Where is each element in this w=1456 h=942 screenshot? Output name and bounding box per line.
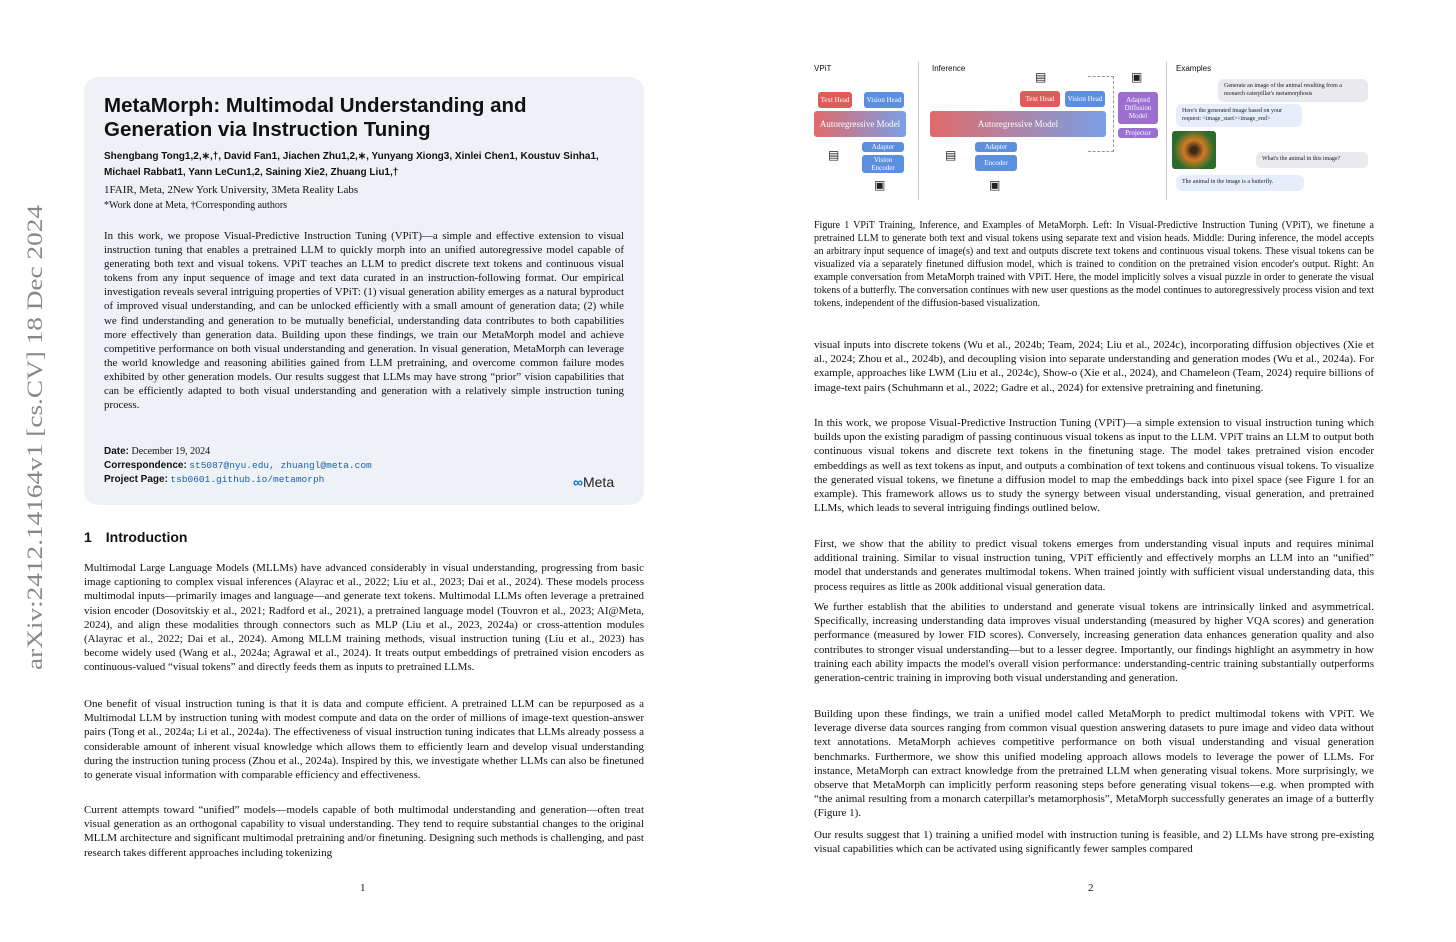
text-document-icon: ▤ <box>1035 70 1047 84</box>
page2-paragraph-4: We further establish that the abilities to understand and generate visual tokens are intrinsically linked and asymmetrical. Specifically, increasing understanding data improves visual understanding (measured by higher VQA scores) and generation performance (measured by lower FID scores). Conversely, increasing generation data enhances generation quality and also contributes to stronger visual understanding—but to a lesser degree. Importantly, our findings highlight an asymmetry in how training each ability impacts the model's overall vision performance: understanding-centric training substantially outperforms generation-centric training in improving both visual understanding and generation. <box>814 601 1374 685</box>
example-user-question: What's the animal in this image? <box>1256 152 1368 168</box>
examples-label: Examples <box>1176 64 1212 73</box>
page2-paragraph-2: In this work, we propose Visual-Predictive Instruction Tuning (VPiT)—a simple extension to visual instruction tuning which builds upon the existing paradigm of passing continuous visual tokens as input to the LLM. VPiT trains an LLM to output both continuous visual tokens and discrete text tokens in the finetuning stage. The model takes pretrained vision encoder embeddings as well as text tokens as input, and outputs a combination of text tokens and continuous visual tokens. To visualize the generated visual tokens, we finetune a diffusion model to map the embeddings back into pixel space (see Figure 1 for an example). This framework allows us to study the synergy between visual understanding, visual generation, and pretrained LLMs, which leads to several intriguing findings outlined below. <box>814 417 1374 515</box>
page2-paragraph-6: Our results suggest that 1) training a unified model with instruction tuning is feasible, and 2) LLMs have strong pre-existing visual capabilities which can be activated using significantly fewer samples compared <box>814 829 1374 856</box>
abstract-text: In this work, we propose Visual-Predictive Instruction Tuning (VPiT)—a simple and effective extension to visual instruction tuning that enables a pretrained LLM to quickly morph into an unified autoregressive model capable of generating both text and visual tokens. VPiT teaches an LLM to predict discrete text tokens and continuous visual tokens from any input sequence of image and text data curated in an instruction-following format. Our empirical investigation reveals several intriguing properties of VPiT: (1) visual generation ability emerges as a natural byproduct of improved visual understanding, and can be unlocked efficiently with a small amount of generation data; (2) while we find understanding and generation to be mutually beneficial, understanding data contributes to both capabilities more effectively than generation data. Building upon these findings, we train our MetaMorph model and achieve competitive performance on both visual understanding and generation. In visual generation, MetaMorph can leverage the world knowledge and reasoning abilities gained from LLM pretraining, and overcome common failure modes exhibited by other generation models. Our results suggest that LLMs may have strong “prior” vision capabilities that can be efficiently adapted to both visual understanding and generation with a relatively simple instruction tuning process. <box>104 230 624 412</box>
vpit-text-head: Text Head <box>818 92 852 108</box>
projector: Projector <box>1118 128 1158 138</box>
inference-label: Inference <box>932 64 966 73</box>
example-user-prompt: Generate an image of the animal resulting from a monarch caterpillar's metamorphosis <box>1218 79 1368 102</box>
project-page-link[interactable]: tsb0601.github.io/metamorph <box>170 474 325 485</box>
inference-autoregressive-model: Autoregressive Model <box>930 111 1106 137</box>
meta-infinity-icon: ∞ <box>573 474 583 490</box>
text-document-icon: ▤ <box>828 148 840 162</box>
correspondence-label: Correspondence: <box>104 460 187 471</box>
figure-divider <box>1166 62 1167 200</box>
vpit-vision-head: Vision Head <box>864 92 904 108</box>
correspondence-emails[interactable]: st5087@nyu.edu, zhuangl@meta.com <box>189 460 372 471</box>
section-title: Introduction <box>105 529 188 545</box>
image-icon: ▣ <box>1131 70 1143 84</box>
inference-encoder: Encoder <box>975 155 1017 171</box>
arxiv-stamp-text: arXiv:2412.14164v1 [cs.CV] 18 Dec 2024 <box>22 294 47 670</box>
authors-line-1: Shengbang Tong1,2,∗,†, David Fan1, Jiachen Zhu1,2,∗, Yunyang Xiong3, Xinlei Chen1, Koustuv Sinha1, <box>104 151 599 162</box>
adapted-diffusion-model: Adapted Diffusion Model <box>1118 92 1158 124</box>
paper-title: MetaMorph: Multimodal Understanding and Generation via Instruction Tuning <box>104 94 527 141</box>
inference-vision-head: Vision Head <box>1065 91 1105 107</box>
meta-logo <box>573 474 614 490</box>
butterfly-image <box>1172 131 1216 169</box>
page-number-2: 2 <box>1088 882 1094 894</box>
vpit-vision-encoder: Vision Encoder <box>862 155 904 173</box>
vpit-adapter: Adapter <box>862 142 904 152</box>
image-icon: ▣ <box>989 178 1001 192</box>
example-model-answer: The animal in the image is a butterfly. <box>1176 175 1304 191</box>
paper-metadata <box>104 445 624 487</box>
vpit-autoregressive-model: Autoregressive Model <box>814 111 906 137</box>
intro-paragraph-1: Multimodal Large Language Models (MLLMs) have advanced considerably in visual understanding, progressing from basic image captioning to complex visual inferences (Alayrac et al., 2022; Liu et al., 2023; Dai et al., 2024). These models process multimodal inputs—primarily images and language—and generate text tokens. Multimodal LLMs often leverage a pretrained vision encoder (Dosovitskiy et al., 2021; Radford et al., 2021), a pretrained language model (Touvron et al., 2023; AI@Meta, 2024), and align these modalities through connectors such as MLP (Liu et al., 2023, 2024a) or cross-attention modules (Alayrac et al., 2022; Dai et al., 2024). Among MLLM training methods, visual instruction tuning (Liu et al., 2023) has become widely used (Wang et al., 2024a; Agrawal et al., 2024). It treats output embeddings of pretrained vision encoders as continuous-valued “visual tokens” and directly feeds them as inputs to pretrained LLMs. <box>84 562 644 674</box>
affiliation-line: 1FAIR, Meta, 2New York University, 3Meta Reality Labs <box>104 184 359 196</box>
figure-1-caption: Figure 1 VPiT Training, Inference, and Examples of MetaMorph. Left: In Visual-Predictive Instruction Tuning (VPiT), we finetune a pretrained LLM to generate both text and visual tokens using separate text and vision heads. Middle: During inference, the model accepts an arbitrary input sequence of image(s) and text and outputs discrete text tokens and continuous visual tokens. These visual tokens can be visualized via a separately finetuned diffusion model, which is trained to condition on the pretrained vision encoder's output. Right: An example conversation from MetaMorph trained with VPiT. Here, the model implicitly solves a visual puzzle in order to generate the visual tokens of a butterfly. The conversation continues with new user questions as the model continues to autoregressively process vision and text tokens, independent of the diffusion-based visualization. <box>814 220 1374 309</box>
text-document-icon: ▤ <box>945 148 957 162</box>
affiliations <box>104 183 624 213</box>
page2-paragraph-5: Building upon these findings, we train a unified model called MetaMorph to predict multimodal tokens with VPiT. We leverage diverse data sources ranging from common visual question answering datasets to pure image and video data without text annotations. MetaMorph achieves competitive performance on both visual understanding and visual generation benchmarks. Furthermore, we show this unified modeling approach allows models to leverage the power of LLMs. For instance, MetaMorph can extract knowledge from the pretrained LLM when generating visual tokens. More surprisingly, we observe that MetaMorph can implicitly perform reasoning steps before generating visual tokens—e.g. when prompted with “the animal resulting from a monarch caterpillar's metamorphosis”, MetaMorph successfully generates an image of a butterfly (Figure 1). <box>814 708 1374 820</box>
inference-text-head: Text Head <box>1020 91 1060 107</box>
dashed-connector <box>1088 76 1114 152</box>
section-number: 1 <box>84 529 92 545</box>
intro-paragraph-3: Current attempts toward “unified” models—models capable of both multimodal understanding and generation—often treat visual generation as an orthogonal capability to visual understanding. They tend to require substantial changes to the original MLLM architecture and significant multimodal pretraining and/or finetuning. Designing such methods is challenging, and past research takes different approaches including tokenizing <box>84 804 644 859</box>
project-page-label: Project Page: <box>104 474 168 485</box>
figure-divider <box>918 62 919 200</box>
date-value: December 19, 2024 <box>131 446 211 457</box>
meta-logo-text: Meta <box>582 474 615 490</box>
vpit-label: VPiT <box>814 64 832 73</box>
author-notes: *Work done at Meta, †Corresponding authors <box>104 200 288 211</box>
image-icon: ▣ <box>874 178 886 192</box>
date-label: Date: <box>104 446 130 457</box>
page2-paragraph-3: First, we show that the ability to predict visual tokens emerges from understanding visual inputs and requires minimal additional training. Similar to visual instruction tuning, VPiT efficiently and effectively morphs an LLM into an “unified” model that understands and generates multimodal tokens. When trained jointly with sufficient visual understanding data, this process requires as little as 200k additional visual generation data. <box>814 538 1374 593</box>
page2-paragraph-1: visual inputs into discrete tokens (Wu et al., 2024b; Team, 2024; Liu et al., 2024c), incorporating diffusion objectives (Xie et al., 2024; Zhou et al., 2024b), and decoupling vision into separate understanding and generation modes (Wu et al., 2024a). For example, approaches like LWM (Liu et al., 2024c), Show-o (Xie et al., 2024), and Chameleon (Team, 2024) require billions of image-text pairs (Schuhmann et al., 2022; Gadre et al., 2024) for extensive pretraining and finetuning. <box>814 339 1374 394</box>
intro-paragraph-2: One benefit of visual instruction tuning is that it is data and compute efficient. A pretrained LLM can be repurposed as a Multimodal LLM by instruction tuning with modest compute and data on the order of millions of image-text question-answer pairs (Tong et al., 2024a; Li et al., 2024a). The effectiveness of visual instruction tuning indicates that LLMs already possess a considerable amount of inherent visual knowledge which allows them to efficiently learn and develop visual understanding during the instruction tuning process (Zhou et al., 2024a). Inspired by this, we investigate whether LLMs can also be finetuned to generate visual information with comparable efficiency and effectiveness. <box>84 698 644 782</box>
author-list <box>104 149 624 181</box>
section-heading-introduction <box>84 529 187 545</box>
example-model-reply: Here's the generated image based on your request: <image_start><image_end> <box>1176 104 1302 127</box>
page-number-1: 1 <box>360 882 366 894</box>
authors-line-2: Michael Rabbat1, Yann LeCun1,2, Saining Xie2, Zhuang Liu1,† <box>104 167 399 178</box>
inference-adapter: Adapter <box>975 142 1017 152</box>
